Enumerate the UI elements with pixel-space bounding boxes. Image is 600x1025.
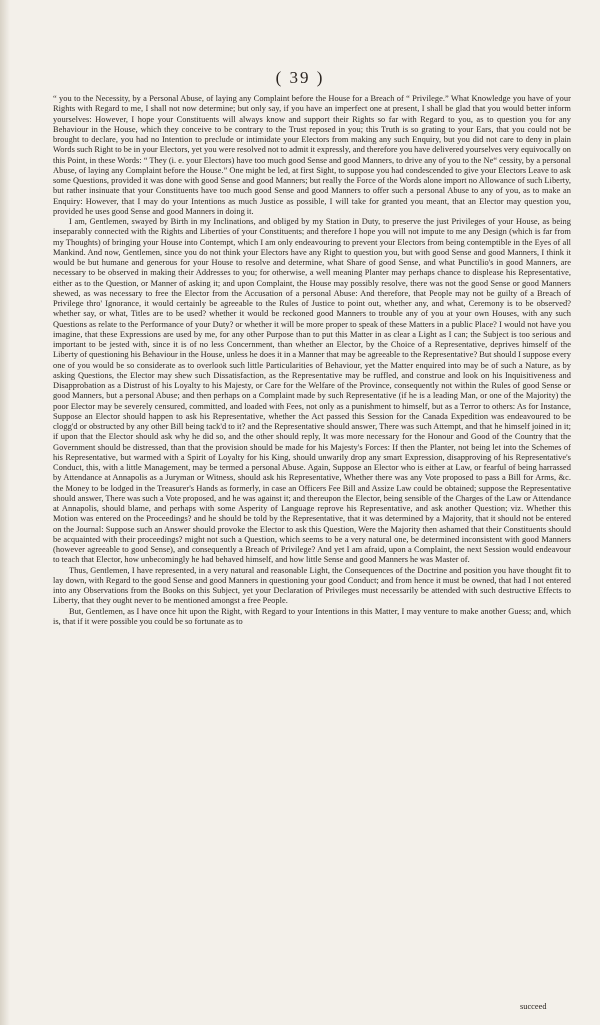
- paragraph-3: Thus, Gentlemen, I have represented, in a very natural and reasonable Light, the Consequences of the Doctrine and position you have thought fit to lay down, with Regard to the good Sense and good Manners in questioning your good Conduct; and from hence it must be owned, that had I not entered into any Observations from the Books on this Subject, yet your Declaration of Privileges must necessarily be attended with such destructive Effects to Liberty, that they ought never to be mentioned amongst a free People.: [53, 565, 571, 606]
- catchword: succeed: [520, 1002, 547, 1011]
- page-edge-shadow: [0, 0, 10, 1025]
- paragraph-4: But, Gentlemen, as I have once hit upon the Right, with Regard to your Intentions in this Matter, I may venture to make another Guess; and, which is, that if it were possible you could be so fortunate as to: [53, 606, 571, 626]
- paragraph-2: I am, Gentlemen, swayed by Birth in my Inclinations, and obliged by my Station in Duty, to preserve the just Privileges of your House, as being inseparably connected with the Rights and Liberties of your Constituents; and therefore I hope you will not impute to me any Design (which is far from my Thoughts) of bringing your House into Contempt, which I am only endeavouring to prevent your Electors from being contemptible in the Eyes of all Mankind. And now, Gentlemen, since you do not think your Electors have any Right to question you, but with good Sense and good Manners, I think it would be but humane and generous for your House to resolve and determine, what Share of good Sense, and what Punctilio's in good Manners, are necessary to be observed in making their Addresses to you; for otherwise, a well meaning Planter may perhaps chance to displease his Representative, either as to the Question, or Manner of asking it; and upon Complaint, the House may possibly resolve, there was not the good Sense or good Manners shewed, as was necessary to free the Elector from the Accusation of a personal Abuse: And therefore, that People may not be guilty of a Breach of Privilege thro' Ignorance, it would certainly be agreeable to the Rules of Justice to point out, whether any, and what, Ceremony is to be observed? whether say, or what, Titles are to be used? whether it would be reckoned good Manners to trouble any of you at your own Houses, with any such Questions as relate to the Performance of your Duty? or whether it will be more proper to speak of these Matters in a public Place? I would not have you imagine, that these Expressions are used by me, for any other Purpose than to put this Matter in as clear a Light as I can; the Subject is too serious and important to be jested with, since it is of no less Concernment, than whether an Elector, by the Choice of a Representative, deprives himself of the Liberty of questioning his Behaviour in the House, unless he does it in a Manner that may be agreeable to the Representative? But should I suppose every one of you would be so considerate as to overlook such little Particularities of Behaviour, yet the Matter enquired into may be of such a Nature, as by asking Questions, the Elector may shew such Dissatisfaction, as the Representative may be ruffled, and construe and look on his Inquisitiveness and Disapprobation as a Distrust of his Loyalty to his Majesty, or Care for the Welfare of the Province, consequently not within the Rules of good Sense or good Manners, but a personal Abuse; and then perhaps on a Complaint made by such Representative (if he is a leading Man, or one of the Majority) the poor Elector may be severely censured, committed, and loaded with Fees, not only as a punishment to himself, but as a Terror to others: As for Instance, Suppose an Elector should happen to ask his Representative, whether the Act passed this Session for the Canada Expedition was endeavoured to be clogg'd or obstructed by any other Bill being tack'd to it? and the Representative should answer, There was such Attempt, and that he himself joined in it; if upon that the Elector should ask why he did so, and the other should reply, It was more necessary for the Honour and Good of the Country that the Government should be distressed, than that the provision should be made for his Majesty's Forces: If then the Planter, not being let into the Schemes of his Representative, but warmed with a Spirit of Loyalty for his King, should unwarily drop any smart Expression, disapproving of his Representative's Conduct, this, with a little Management, may be termed a personal Abuse. Again, Suppose an Elector who is either at Law, or fearful of being harrassed by Attendance at Annapolis as a Juryman or Witness, should ask his Representative, Whether there was any Vote proposed to pass a Bill for Arms, &c. the Money to be lodged in the Treasurer's Hands as formerly, in case an Officers Fee Bill and Assize Law could be obtained; suppose the Representative should answer, There was such a Vote proposed, and he was against it; and thereupon the Elector, being sensible of the Charges of the Law or Attendance at Annapolis, should blame, and perhaps with some Asperity of Language reprove his Representative, and ask another Question; viz. Whether this Motion was entered on the Proceedings? and he should be told by the Representative, that it was determined by a Majority, that it should not be entered on the Journal: Suppose such an Answer should provoke the Elector to ask this Question, Were the Majority then ashamed that their Constituents should be acquainted with their proceedings? might not such a Question, which seems to be a very natural one, be determined inconsistent with good Manners (however agreeable to good Sense), and consequently a Breach of Privilege? And yet I am afraid, upon a Complaint, the next Session would endeavour to teach that Elector, how unbecomingly he had behaved himself, and how little Sense and good Manners he was Master of.: [53, 217, 571, 565]
- paragraph-1: “ you to the Necessity, by a Personal Abuse, of laying any Complaint before the House for a Breach of “ Privilege.” What Knowledge you have of your Rights with Regard to me, I shall not now determine; but only say, if you have an imperfect one at present, I shall be glad that you would better inform yourselves: However, I hope your Constituents will always know and support their Rights so far with Regard to you, as to question you for any Behaviour in the House, which they conceive to be contrary to the Trust reposed in you; this Truth is so grating to your Ears, that you could not be brought to declare, you had no Intention to preclude or intimidate your Electors from making any such Enquiry, but you did not care to deny in plain Words such Right to be in your Electors, yet you were resolved not to admit it expressly, and therefore you have delivered yourselves very equivocally on this Point, in these Words: “ They (i. e. your Electors) have too much good Sense and good Manners, to drive any of you to the Ne“ cessity, by a personal Abuse, of laying any Complaint before the House.” One might be led, at first Sight, to suppose you had condescended to give your Electors Leave to ask some Questions, provided it was done with good Sense and good Manners; but really the Force of the Words alone import no Allowance of such Liberty, but rather insinuate that your Constituents have too much good Sense and good Manners to offer such a personal Abuse to any of you, as to make an Enquiry: However, that I may do your Intentions as much Justice as possible, I will take for granted you meant, that an Elector may question you, provided he uses good Sense and good Manners in doing it.: [53, 94, 571, 216]
- page-number: ( 39 ): [275, 68, 325, 87]
- document-body: [53, 94, 571, 627]
